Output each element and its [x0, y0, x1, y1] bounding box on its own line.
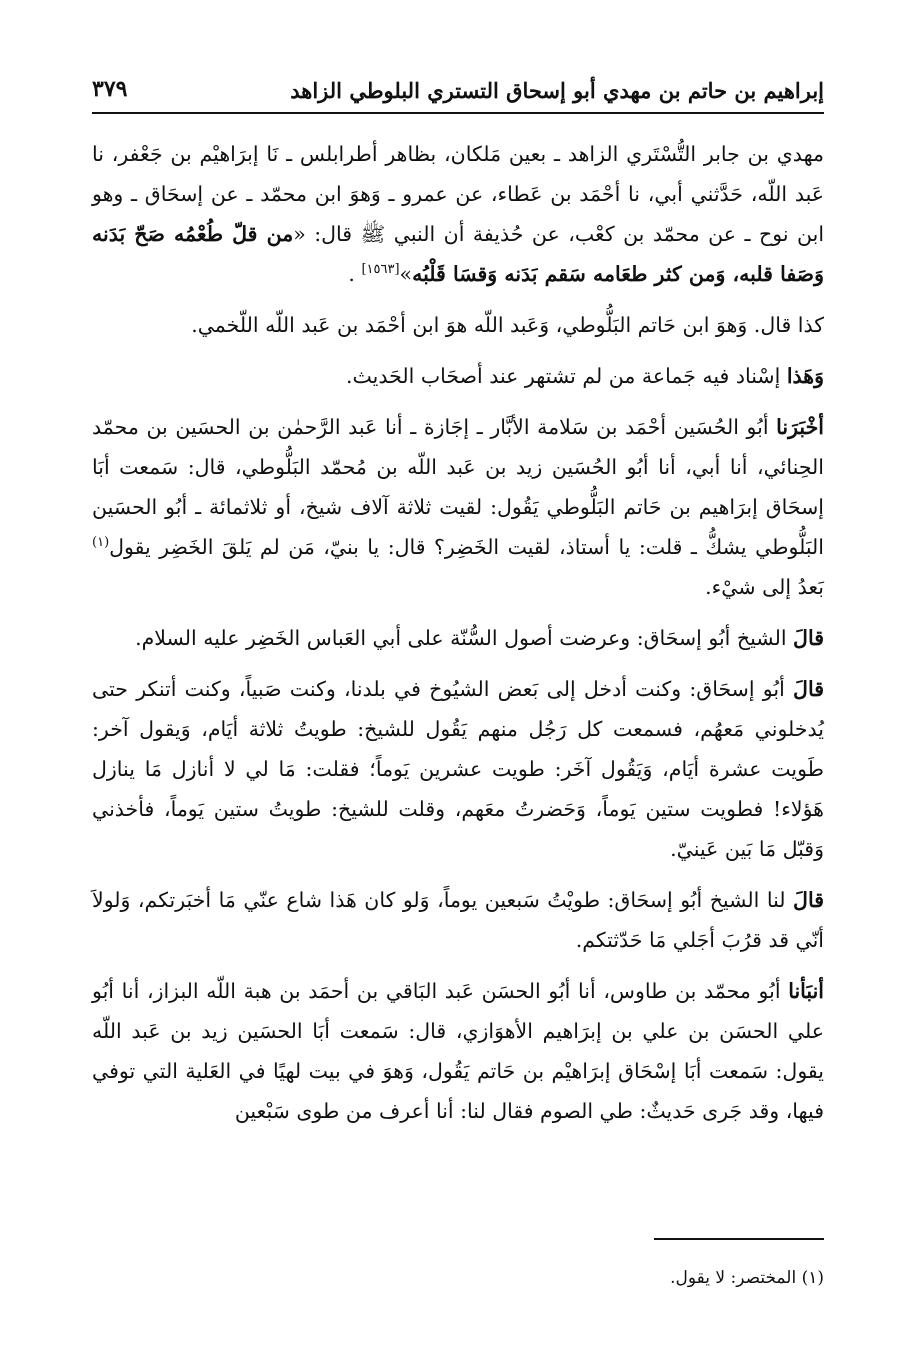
paragraph-sunna — [92, 618, 824, 658]
paragraph-text: أبُو محمّد بن طاوس، أنا أبُو الحسَن عَبد البَاقي بن أحمَد بن هبة اللّه البزاز، أنا أبُو علي الحسَن بن علي بن إبرَاهيم الأهوَازي، قال: سَمعت أبَا الحسَين زيد بن عَبد اللّه يقول: سَمعت أبَا إسْحَاق إبرَاهيْم بن حَاتم يَقُول، وَهوَ في بيت لهيًا في العَلية التي توفي فيها، وقد جَرى حَديثٌ: طي الصوم فقال لنا: أنا أعرف من طوى سَبْعين — [92, 979, 824, 1123]
paragraph-isnad — [92, 356, 824, 396]
paragraph-text: أبُو إسحَاق: وكنت أدخل إلى بَعض الشيُوخ في بلدنا، وكنت صَبياً، وكنت أتنكر حتى يُدخلوني مَعهُم، فسمعت كل رَجُل منهم يَقُول للشيخ: طويتُ ثلاثة أيَام، وَيقول آخر: طَويت عشرة أيَام، وَيَقُول آخَر: طويت عشرين يَوماً؛ فقلت: مَا لي لا أنازل مَا ينازل هَؤلاء! فطويت ستين يَوماً، وَحَضرتُ معَهم، وقلت للشيخ: طويتُ ستين يَوماً، فأخذني وَقبّل مَا بَين عَينيّ. — [92, 677, 824, 861]
paragraph-lead: وَهَذا — [786, 364, 824, 388]
body-text — [92, 134, 824, 1142]
page-number: ٣٧٩ — [92, 76, 128, 102]
paragraph-text: مهدي بن جابر التُّسْتَري الزاهد ـ بعين مَلكان، بظاهر أطرابلس ـ نَا إبرَاهيْم بن جَعْفر، نا عَبد اللّه، حَدَّثني أبي، نا أحْمَد بن عَطاء، عن عمرو ـ وَهوَ ابن محمّد ـ عن إسحَاق ـ وهو ابن نوح ـ عن محمّد بن كعْب، عن حُذيفة أن النبي ﷺ قال: « — [92, 142, 825, 246]
sentence-end: . — [348, 262, 355, 286]
paragraph-text: لنا الشيخ أبُو إسحَاق: طويْتُ سَبعين يوماً، وَلو كان هَذا شاع عنّي مَا أخبَرتكم، وَلولاَ أنّي قد قرُبَ أجَلي مَا حَدّثتكم. — [92, 888, 824, 952]
paragraph-text: إسْناد فيه جَماعة من لم تشتهر عند أصحَاب الحَديث. — [346, 364, 787, 388]
paragraph-text: كذا قال. وَهوَ ابن حَاتم البَلُّوطي، وَعَبد اللّه هوَ ابن أحْمَد بن عَبد اللّه اللّخمي. — [191, 313, 824, 337]
running-title: إبراهيم بن حاتم بن مهدي أبو إسحاق التستري البلوطي الزاهد — [290, 78, 824, 103]
paragraph-akhbarana — [92, 407, 824, 607]
paragraph-note — [92, 305, 824, 345]
hadith-text: من قلّ طُعْمُه صَحّ بَدَنه وَصَفا قلبه، وَمن كثر طعَامه سَقم بَدَنه وَقسَا قَلْبُه — [92, 222, 824, 286]
footnote-ref: (١) — [92, 535, 110, 551]
paragraph-anbaana — [92, 971, 824, 1131]
paragraph-text: الشيخ أبُو إسحَاق: وعرضت أصول السُّنّة على أبي العَباس الخَضِر عليه السلام. — [135, 626, 794, 650]
paragraph-lead: قالَ — [793, 888, 824, 912]
paragraph-text: أبُو الحُسَين أحْمَد بن سَلامة الأبَّار ـ إجَازة ـ أنا عَبد الرَّحمٰن بن الحسَين بن محمّد الحِنائي، أنا أبي، أنا أبُو الحُسَين زيد بن عَبد اللّه بن مُحمّد البَلُّوطي، قال: سَمعت أبَا إسحَاق إبرَاهيم بن حَاتم البَلُّوطي يَقُول: لقيت ثلاثة آلاف شيخ، أو ثلاثمائة ـ أبُو الحسَين البَلُّوطي يشكُّ ـ قلت: يا أستاذ، لقيت الخَضِر؟ قال: يا بنيّ، مَن لم يَلقَ الخَضِر يقول — [92, 415, 824, 559]
paragraph-fasting-story — [92, 669, 824, 869]
paragraph-seventy-days — [92, 880, 824, 960]
paragraph-text-end: بَعدُ إلى شيْء. — [705, 575, 824, 599]
paragraph-lead: أنبَأنا — [788, 979, 824, 1003]
footnote-text: المختصر: لا يقول. — [670, 1268, 797, 1288]
paragraph-hadith — [92, 134, 824, 294]
paragraph-lead: قالَ — [793, 677, 824, 701]
hadith-number: [١٥٦٣] — [361, 262, 400, 278]
quote-close: » — [399, 262, 413, 286]
footnote-marker: (١) — [801, 1268, 824, 1288]
running-header — [92, 72, 824, 114]
footnote-divider — [654, 1238, 824, 1240]
footnote — [670, 1268, 824, 1288]
paragraph-lead: قالَ — [793, 626, 824, 650]
paragraph-lead: أخْبَرَنا — [776, 415, 824, 439]
